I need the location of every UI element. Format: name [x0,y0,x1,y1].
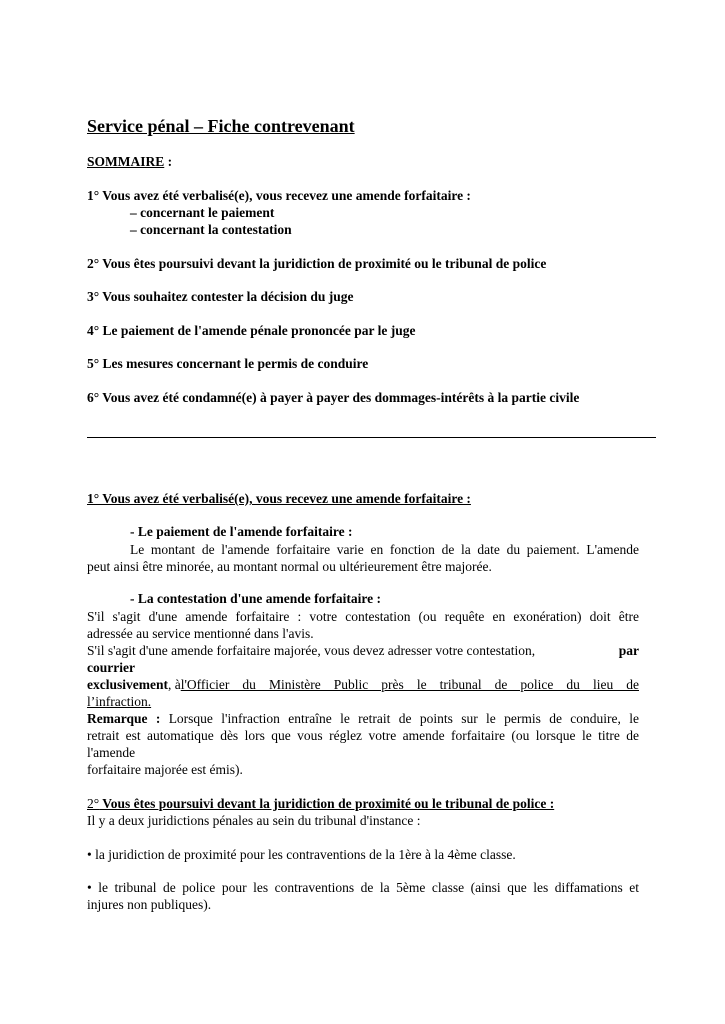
section1-heading: 1° Vous avez été verbalisé(e), vous recevez une amende forfaitaire : [87,491,471,506]
contestation-exclusivement: exclusivement [87,677,168,692]
paiement-text-line-1: Le montant de l'amende forfaitaire varie en fonction de la date du paiement. L'amende [130,542,639,557]
officier-ministere-public: l'Officier du Ministère Public près le tribunal de police du lieu de [180,677,639,692]
horizontal-rule [87,437,656,438]
remarque-line-2: retrait est automatique dès lors que vous réglez votre amende forfaitaire (ou lorsque le titre de [87,728,639,743]
paiement-text-line-2: peut ainsi être minorée, au montant normal ou ultérieurement être majorée. [87,559,492,574]
contestation-comma: , à [167,677,181,692]
section2-heading-text: Vous êtes poursuivi devant la juridiction de proximité ou le tribunal de police : [99,796,555,811]
contestation-text-2-line-3 [87,676,639,693]
contestation-infraction: l’infraction. [87,694,152,709]
remarque-line-4: forfaitaire majorée est émis). [87,762,243,777]
section2-bullet-2-line-2: injures non publiques). [87,897,212,912]
section2-bullet-1: • la juridiction de proximité pour les contraventions de la 1ère à la 4ème classe. [87,847,516,862]
section2-heading [87,795,639,812]
remarque-label: Remarque : [87,711,161,726]
sommaire-subitem-paiement: – concernant le paiement [130,205,275,220]
sommaire-item-1: 1° Vous avez été verbalisé(e), vous recevez une amende forfaitaire : [87,188,471,203]
remarque-line-3: l'amende [87,745,136,760]
sommaire-heading-suffix: : [164,154,173,169]
sommaire-item-5: 5° Les mesures concernant le permis de conduire [87,356,369,371]
remarque-text-1: Lorsque l'infraction entraîne le retrait de points sur le permis de conduire, le [160,711,639,726]
contestation-par: par [618,643,639,658]
sommaire-item-6: 6° Vous avez été condamné(e) à payer à payer des dommages-intérêts à la partie civile [87,390,580,405]
section2-intro: Il y a deux juridictions pénales au sein du tribunal d'instance : [87,813,421,828]
contestation-text-2-normal: S'il s'agit d'une amende forfaitaire majorée, vous devez adresser votre contestation, [87,643,536,658]
sommaire-heading [87,154,172,170]
sommaire-heading-text: SOMMAIRE [87,154,165,169]
contestation-courrier: courrier [87,660,135,675]
sommaire-item-2: 2° Vous êtes poursuivi devant la juridiction de proximité ou le tribunal de police [87,256,547,271]
sommaire-subitem-contestation: – concernant la contestation [130,222,292,237]
remarque-line-1 [87,710,639,727]
contestation-text-1-line-1: S'il s'agit d'une amende forfaitaire : votre contestation (ou requête en exonération) doit être [87,609,639,624]
page-title: Service pénal – Fiche contrevenant [87,116,355,136]
section2-bullet-2-line-1: • le tribunal de police pour les contraventions de la 5ème classe (ainsi que les diffamations et [87,880,639,895]
sommaire-item-4: 4° Le paiement de l'amende pénale prononcée par le juge [87,323,416,338]
contestation-text-2-line-1 [87,642,639,659]
contestation-heading: - La contestation d'une amende forfaitaire : [130,591,381,606]
section2-number: 2° [87,796,100,811]
sommaire-item-3: 3° Vous souhaitez contester la décision du juge [87,289,354,304]
paiement-heading: - Le paiement de l'amende forfaitaire : [130,524,353,539]
contestation-text-1-line-2: adressée au service mentionné dans l'avis. [87,626,314,641]
